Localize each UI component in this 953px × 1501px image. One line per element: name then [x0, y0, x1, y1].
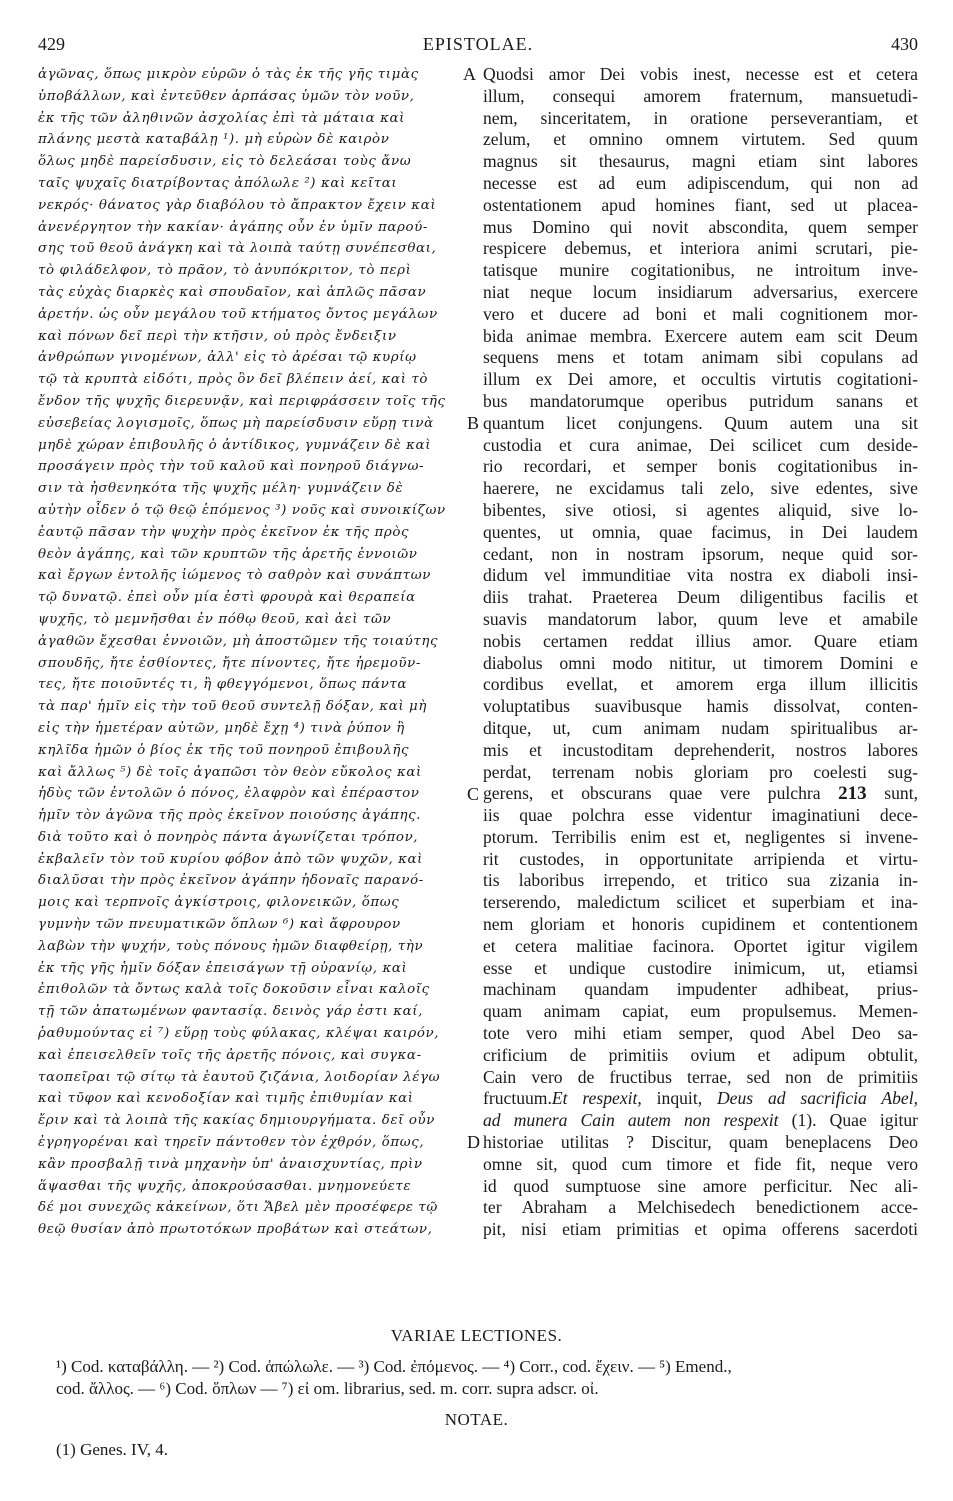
- latin-text-line: esse et undique custodire inimicum, ut, etiamsi: [483, 957, 918, 978]
- greek-text-line: αὐτὴν οἶδεν ὁ τῷ θεῷ ἑπόμενος ³) νοῦς καὶ συνοικίζων: [38, 502, 446, 518]
- latin-text-segment: (1). Quae igitur: [778, 1110, 918, 1131]
- footnote: (1) Genes. IV, 4.: [56, 1440, 169, 1459]
- latin-text-line: id quod sumptuose sine amore perficitur. Nec ali-: [483, 1175, 918, 1196]
- latin-text-line: quam animam capiat, eum propulsemus. Memen-: [483, 1001, 918, 1022]
- greek-text-line: καὶ ἐπεισελθεῖν τοῖς τῆς ἀρετῆς πόνοις, καὶ συγκα-: [38, 1047, 422, 1063]
- latin-text-line: diis trahat. Praeterea Deum diligentibus facilis et: [483, 587, 918, 608]
- greek-text-line: σης τοῦ θεοῦ ἀνάγκη καὶ τὰ λοιπὰ ταύτῃ συνέπεσθαι,: [38, 241, 437, 257]
- greek-text-line: ταῖς ψυχαῖς διατρίβοντας ἀπόλωλε ²) καὶ κεῖται: [38, 175, 398, 191]
- section-marker-d: D: [467, 1132, 480, 1152]
- latin-text-line: didum vel immunditiae vita nostra ex diaboli insi-: [483, 565, 918, 586]
- latin-text-line: et cetera malitiae facinora. Oportet igitur vigilem: [483, 935, 918, 956]
- greek-text-line: ἀρετήν. ὡς οὖν μεγάλου τοῦ κτήματος ὄντος μεγάλων: [38, 306, 438, 322]
- latin-text-line: machinam quandam impudenter adhibeat, prius-: [483, 979, 918, 1000]
- greek-text-line: ἔνδον τῆς ψυχῆς διερευνᾷν, καὶ περιφράσσειν τοῖς τῆς: [38, 393, 446, 409]
- greek-text-line: ὑποβάλλων, καὶ ἐντεῦθεν ἁρπάσας ὑμῶν τὸν νοῦν,: [38, 88, 415, 104]
- latin-text-line: omne sit, quod cum timore et fide fit, neque vero: [483, 1153, 918, 1174]
- section-marker-a: A: [463, 64, 476, 84]
- latin-text-line: historiae utilitas ? Discitur, quam beneplacens Deo: [483, 1132, 918, 1153]
- greek-text-line: σιν τὰ ἠσθενηκότα τῆς ψυχῆς μέλη· γυμνάζειν δὲ: [38, 481, 404, 497]
- greek-text-line: ῥαθυμούντας εἰ ⁷) εὕρῃ τοὺς φύλακας, κλέψαι καιρόν,: [38, 1026, 440, 1042]
- latin-text-segment: inquit,: [641, 1088, 717, 1109]
- latin-text-line: magnus sit thesaurus, magni etiam sint labores: [483, 151, 918, 172]
- greek-text-line: ἑαυτῷ πᾶσαν τὴν ψυχὴν πρὸς ἐκεῖνον ἐκ τῆς πρὸς: [38, 524, 410, 540]
- latin-text-line: terserendo, maledictum scilicet et superbiam et ina-: [483, 892, 918, 913]
- page-number-right: 430: [891, 34, 918, 54]
- latin-text-line: niat neque locum insidiarum adversarius, exercere: [483, 281, 918, 302]
- latin-text-line: illum ex Dei amore, et occultis virtutis cogitationi-: [483, 369, 918, 390]
- latin-text-line: quantum licet conjungens. Quum autem una sit: [483, 412, 918, 433]
- latin-text-line: Cain vero de fructibus terrae, sed non de primitiis: [483, 1066, 918, 1087]
- latin-text-line: tote vero mihi etiam semper, quod Abel Deo sa-: [483, 1023, 918, 1044]
- scripture-quote: Et respexit,: [551, 1088, 642, 1109]
- latin-column: [483, 64, 918, 1241]
- scripture-quote: ad munera Cain autem non respexit: [483, 1110, 779, 1131]
- latin-text-line: bus mandatorumque operibus putridum sanans et: [483, 390, 918, 411]
- greek-text-line: ἐκβαλεῖν τὸν τοῦ κυρίου φόβον ἀπὸ τῶν ψυχῶν, καὶ: [38, 851, 424, 867]
- latin-text-line: necesse est ad eum adipiscendum, qui non ad: [483, 172, 918, 193]
- latin-text-line: rit custodes, in opportunitate arripienda et virtu-: [483, 848, 918, 869]
- variant-line: cod. ἄλλος. — ⁶) Cod. ὅπλων — ⁷) εἰ om. librarius, sed. m. corr. supra adscr. οἰ.: [56, 1379, 599, 1398]
- greek-text-line: ταοπεῖραι τῷ σίτῳ τὰ ἑαυτοῦ ζιζάνια, λοιδορίαν λέγω: [38, 1069, 441, 1085]
- latin-text-line: pit, nisi etiam primitias et opima offerens sacerdoti: [483, 1219, 918, 1240]
- greek-text-line: μηδὲ χώραν ἐπιβουλῆς ὁ ἀντίδικος, γυμνάζειν δὲ καὶ: [38, 437, 432, 453]
- greek-text-line: ἀγῶνας, ὅπως μικρὸν εὑρῶν ὁ τὰς ἐκ τῆς γῆς τιμὰς: [38, 67, 419, 82]
- greek-text-line: καὶ ἔργων ἐντολῆς ἰώμενος τὸ σαθρὸν καὶ συνάπτων: [38, 568, 431, 584]
- latin-text-line: nobis certamen reddat illius amor. Quare etiam: [483, 630, 918, 651]
- greek-text-line: προσάγειν πρὸς τὴν τοῦ καλοῦ καὶ πονηροῦ διάγνω-: [38, 459, 425, 475]
- latin-text-line: bida animae membra. Exercere autem eam scit Deum: [483, 325, 918, 346]
- latin-text-line: cordibus evellat, et amorem erga illum illicitis: [483, 674, 918, 695]
- latin-text-segment: gerens, et obscurans quae vere pulchra: [483, 783, 821, 804]
- greek-text-line: εὐσεβείας λογισμοῖς, ὅπως μὴ παρείσδυσιν εὕρῃ τινὰ: [38, 415, 434, 431]
- latin-text-line: rio recordari, et semper bonis cogitationibus in-: [483, 456, 918, 477]
- greek-text-line: καὶ τῦφον καὶ κενοδοξίαν καὶ τιμῆς ἐπιθυμίαν καὶ: [38, 1091, 414, 1107]
- greek-text-line: θεὸν ἀγάπης, καὶ τῶν κρυπτῶν τῆς ἀρετῆς ἐννοιῶν: [38, 546, 418, 562]
- latin-text-line: bibentes, sive otiosi, si agentes aliquid, sive lo-: [483, 499, 918, 520]
- latin-text-line: custodia et cura animae, Dei scilicet cum deside-: [483, 434, 918, 455]
- greek-text-line: πλάνης μεστὰ καταβάλῃ ¹). μὴ εὑρὼν δὲ καιρὸν: [38, 132, 390, 148]
- latin-text-line: respicere debemus, et interiora animi scrutari, pie-: [483, 238, 918, 259]
- greek-text-line: καὶ πόνων δεῖ περὶ τὴν κτῆσιν, οὐ πρὸς ἔνδειξιν: [38, 328, 397, 344]
- latin-text-line: nem gloriam et honoris cupidinem et contentionem: [483, 914, 918, 935]
- latin-text-line: sequens mens et totam animam sibi copulans ad: [483, 347, 918, 368]
- latin-text-line: [483, 783, 918, 805]
- latin-text-line: [483, 1110, 918, 1132]
- section-marker-b: B: [467, 413, 480, 433]
- greek-text-line: τὰς εὐχὰς διαρκὲς καὶ σπουδαῖον, καὶ ἁπλῶς πᾶσαν: [38, 284, 427, 300]
- greek-text-line: τῷ τὰ κρυπτὰ εἰδότι, πρὸς ὃν δεῖ βλέπειν ἀεί, καὶ τὸ: [38, 372, 429, 388]
- running-title: EPISTOLAE.: [422, 34, 534, 54]
- greek-text-line: τῇ τῶν ἀπατωμένων φαντασίᾳ. δεινὸς γάρ ἐστι καί,: [38, 1004, 423, 1020]
- latin-text-line: crificium de primitiis ovium et adipum obtulit,: [483, 1044, 918, 1065]
- greek-text-line: ψυχῆς, τὸ μεμνῆσθαι ἐν πόθῳ θεοῦ, καὶ ἀεὶ τῶν: [38, 611, 392, 627]
- latin-text-line: tis laboribus irrependo, et tritico sua zizania in-: [483, 870, 918, 891]
- greek-text-line: διαλῦσαι τὴν πρὸς ἐκεῖνον ἀγάπην ἡδοναῖς παρανό-: [38, 873, 424, 889]
- latin-text-segment: sunt,: [866, 783, 918, 804]
- latin-text-line: voluptatibus suavibusque hamis dissolvat, conten-: [483, 696, 918, 717]
- greek-text-line: τὸ φιλάδελφον, τὸ πρᾶον, τὸ ἀνυπόκριτον, τὸ περὶ: [38, 263, 412, 279]
- greek-text-line: ἐγρηγορέναι καὶ τηρεῖν πάντοθεν τὸν ἐχθρόν, ὅπως,: [38, 1135, 425, 1151]
- greek-text-line: διὰ τοῦτο καὶ ὁ πονηρὸς πάντα ἀγωνίζεται τρόπον,: [38, 829, 419, 845]
- greek-text-line: τὰ παρ' ἡμῖν εἰς τὴν τοῦ θεοῦ συντελῇ δόξαν, καὶ μὴ: [38, 699, 427, 715]
- latin-text-line: nem, sinceritatem, in oratione perseverantiam, et: [483, 107, 918, 128]
- variant-line: ¹) Cod. καταβάλλη. — ²) Cod. ἀπώλωλε. — ³) Cod. ἐπόμενος. — ⁴) Corr., cod. ἔχειν. — ⁵) Emend.,: [56, 1357, 732, 1376]
- latin-text-line: diabolus omni modo nititur, ut timorem Domini e: [483, 652, 918, 673]
- greek-text-line: ἅψασθαι τῆς ψυχῆς, ἀποκρούσασθαι. μνημονεύετε: [38, 1178, 412, 1194]
- greek-text-line: κηλῖδα ἡμῶν ὁ βίος ἐκ τῆς τοῦ πονηροῦ ἐπιβουλῆς: [38, 742, 410, 758]
- variae-lectiones-heading: VARIAE LECTIONES.: [390, 1326, 563, 1345]
- greek-text-line: δέ μοι συνεχῶς κἀκείνων, ὅτι Ἄβελ μὲν προσέφερε τῷ: [38, 1200, 438, 1216]
- latin-text-line: zelum, et omnino omnem virtutem. Sed quum: [483, 129, 918, 150]
- latin-text-line: haerere, ne excidamus tali zelo, sive edentes, sive: [483, 478, 918, 499]
- greek-text-line: γυμνὴν τῶν πνευματικῶν ὅπλων ⁶) καὶ ἄφρουρον: [38, 917, 401, 933]
- greek-text-line: ἀνενέργητον τὴν κακίαν· ἀγάπης οὖν ἐν ὑμῖν παρού-: [38, 219, 429, 235]
- latin-text-line: cedant, non in nostram ipsorum, neque quid sor-: [483, 543, 918, 564]
- greek-text-line: ἔριν καὶ τὰ λοιπὰ τῆς κακίας δημιουργήματα. δεῖ οὖν: [38, 1113, 436, 1129]
- greek-text-line: ὅλως μηδὲ παρείσδυσιν, εἰς τὸ δελεάσαι τοὺς ἄνω: [38, 154, 412, 170]
- section-marker-c: C: [467, 784, 480, 804]
- page-header: [38, 34, 918, 58]
- column-number: 213: [838, 783, 867, 805]
- latin-text-line: vero et ducere ad boni et mali cognitionem mor-: [483, 303, 918, 324]
- greek-text-line: ἀγαθῶν ἔχεσθαι ἐννοιῶν, μὴ ἀποστῶμεν τῆς τοιαύτης: [38, 633, 439, 649]
- greek-text-line: ἀνθρώπων γινομένων, ἀλλ' εἰς τὸ ἀρέσαι τῷ κυρίῳ: [38, 350, 417, 366]
- greek-text-line: ἡμῖν τὸν ἀγῶνα τῆς πρὸς ἐκεῖνον ποιούσης ἀγάπης.: [38, 808, 422, 824]
- latin-text-line: quentes, ut omnia, quae facimus, in Dei laudem: [483, 521, 918, 542]
- latin-text-line: ter Abraham a Melchisedech benedictionem acce-: [483, 1197, 918, 1218]
- greek-text-line: σπουδῆς, ἤτε ἐσθίοντες, ἤτε πίνοντες, ἤτε ἠρεμοῦν-: [38, 655, 421, 671]
- greek-text-line: τῷ δυνατῷ. ἐπεὶ οὖν μία ἐστὶ φρουρὰ καὶ θεραπεία: [38, 590, 416, 606]
- latin-text-line: ostentationem apud homines fiant, sed ut placea-: [483, 194, 918, 215]
- greek-text-line: νεκρός· θάνατος γὰρ διαβόλου τὸ ἄπρακτον ἔχειν καὶ: [38, 197, 437, 213]
- greek-text-line: εἰς τὴν ἡμετέραν αὐτῶν, μηδὲ ἔχῃ ⁴) τινὰ ῥύπον ἢ: [38, 720, 405, 736]
- latin-text-line: Quodsi amor Dei vobis inest, necesse est et cetera: [483, 64, 918, 84]
- greek-text-line: θεῷ θυσίαν ἀπὸ πρωτοτόκων προβάτων καὶ στεάτων,: [38, 1222, 433, 1238]
- greek-text-line: λαβὼν τὴν ψυχήν, τοὺς πόνους ἡμῶν διαφθείρῃ, τὴν: [38, 938, 424, 954]
- notae-heading: NOTAE.: [444, 1410, 509, 1429]
- page-number-left: 429: [38, 34, 65, 54]
- latin-text-line: iis quae polchra esse videntur imaginatiuni dece-: [483, 805, 918, 826]
- latin-text-line: tatisque munire cogitationibus, ne introitum inve-: [483, 260, 918, 281]
- latin-text-line: [483, 1088, 918, 1110]
- greek-text-line: ἐκ τῆς γῆς ἡμῖν δόξαν ἐπεισάγων τῇ οὐρανίῳ, καὶ: [38, 960, 408, 976]
- greek-text-line: ἐπιθολῶν τὰ ὄντως καλὰ τοῖς δοκοῦσιν εἶναι καλοῖς: [38, 982, 430, 998]
- latin-text-line: mus Domino qui novit abscondita, quem semper: [483, 216, 918, 237]
- greek-text-line: ἐκ τῆς τῶν ἀληθινῶν ἀσχολίας ἐπὶ τὰ μάταια καὶ: [38, 110, 405, 126]
- greek-text-line: καὶ ἄλλως ⁵) δὲ τοῖς ἀγαπῶσι τὸν θεὸν εὔκολος καὶ: [38, 764, 422, 780]
- latin-text-line: mis et incustoditam deprehenderit, nostros labores: [483, 739, 918, 760]
- greek-text-line: μοις καὶ τερπνοῖς ἀγκίστροις, φιλονεικῶν, ὅπως: [38, 895, 400, 911]
- greek-column: [38, 64, 468, 1241]
- latin-text-line: perdat, terrenam nobis gloriam pro coelesti sug-: [483, 761, 918, 782]
- latin-text-line: suavis mandatorum labor, quum leve et amabile: [483, 608, 918, 629]
- latin-text-line: illum, consequi amorem fraternum, mansuetudi-: [483, 85, 918, 106]
- greek-text-line: ἡδὺς τῶν ἐντολῶν ὁ πόνος, ἐλαφρὸν καὶ ἐπέραστον: [38, 786, 420, 802]
- variae-lectiones: [56, 1356, 918, 1400]
- latin-text-line: ptorum. Terribilis enim est et, negligentes si invene-: [483, 826, 918, 847]
- latin-text-line: ditque, ut, cum animam nudam spiritualibus ar-: [483, 717, 918, 738]
- scripture-quote: Deus ad sacrificia Abel,: [716, 1088, 918, 1109]
- greek-text-line: τες, ἤτε ποιοῦντές τι, ἢ φθεγγόμενοι, ὅπως πάντα: [38, 677, 408, 693]
- greek-text-line: κἂν προσβαλῇ τινὰ μηχανὴν ὑπ' ἀναισχυντίας, πρὶν: [38, 1156, 423, 1172]
- latin-text-segment: fructuum.: [483, 1088, 552, 1109]
